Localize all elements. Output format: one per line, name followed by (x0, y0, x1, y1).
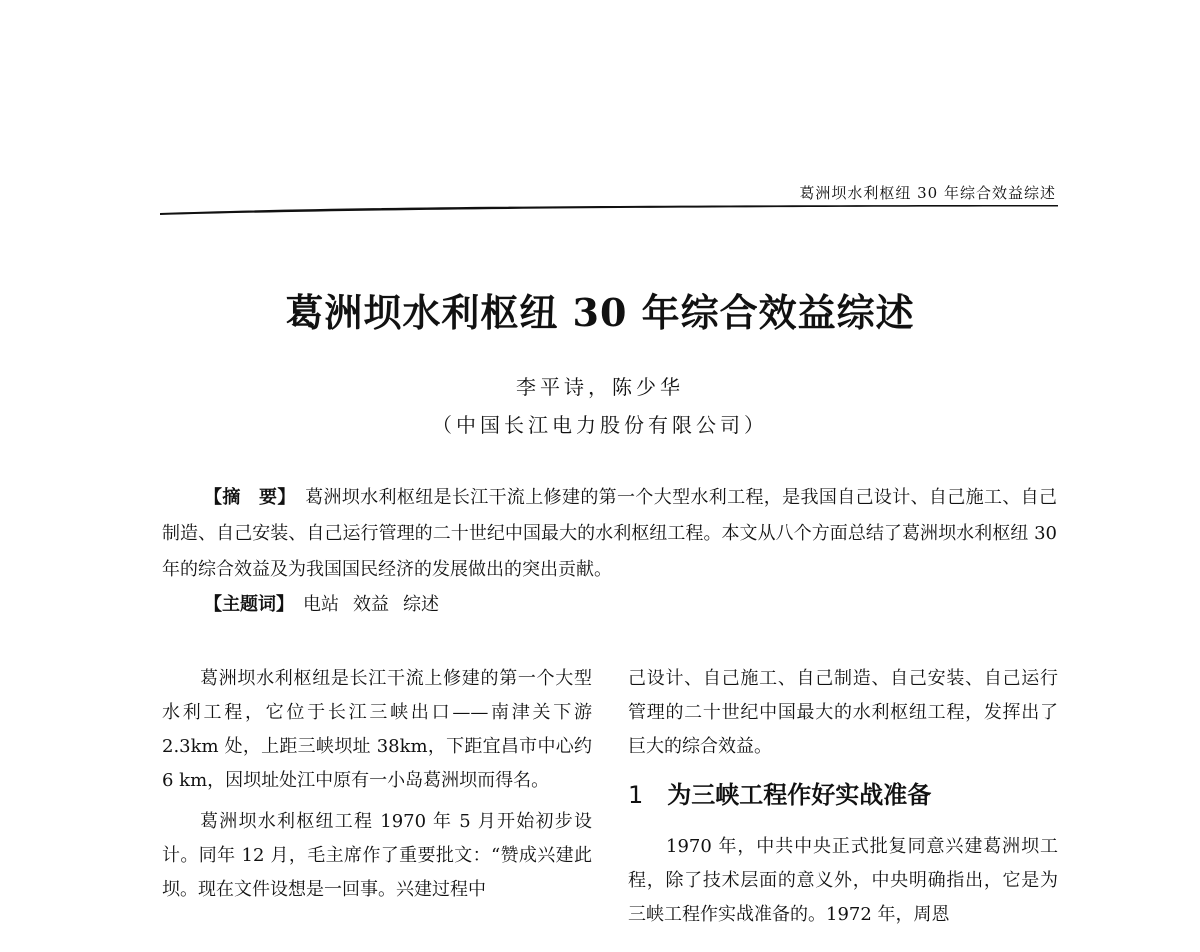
body-paragraph: 葛洲坝水利枢纽工程 1970 年 5 月开始初步设计。同年 12 月，毛主席作了重要批文：“赞成兴建此坝。现在文件设想是一回事。兴建过程中 (162, 811, 592, 900)
running-header: 葛洲坝水利枢纽 30 年综合效益综述 (799, 184, 1056, 202)
keywords (204, 590, 453, 616)
abstract-text: 葛洲坝水利枢纽是长江干流上修建的第一个大型水利工程，是我国自己设计、自己施工、自己制造、自己安装、自己运行管理的二十世纪中国最大的水利枢纽工程。本文从八个方面总结了葛洲坝水利枢纽 30 年的综合效益及为我国国民经济的发展做出的突出贡献。 (162, 487, 1058, 580)
section-number: 1 (628, 781, 644, 809)
authors: 李平诗，陈少华 (516, 375, 684, 399)
abstract-label: 【摘 要】 (204, 487, 287, 508)
section-heading (628, 778, 1058, 812)
keyword: 效益 (353, 594, 389, 615)
affiliation: （中国长江电力股份有限公司） (432, 413, 768, 437)
keyword: 电站 (303, 594, 339, 615)
left-column (162, 662, 592, 907)
body-paragraph: 葛洲坝水利枢纽是长江干流上修建的第一个大型水利工程，它位于长江三峡出口——南津关下游 2.3km 处，上距三峡坝址 38km，下距宜昌市中心约 6 km，因坝址处江中原有一小岛葛洲坝而得名。 (162, 668, 592, 791)
right-column (628, 662, 1058, 932)
article-title: 葛洲坝水利枢纽 30 年综合效益综述 (285, 290, 915, 335)
abstract (162, 480, 1057, 588)
section-title: 为三峡工程作好实战准备 (667, 781, 932, 809)
body-paragraph: 己设计、自己施工、自己制造、自己安装、自己运行管理的二十世纪中国最大的水利枢纽工程，发挥出了巨大的综合效益。 (628, 668, 1058, 757)
keywords-label: 【主题词】 (204, 594, 285, 615)
body-paragraph: 1970 年，中共中央正式批复同意兴建葛洲坝工程，除了技术层面的意义外，中央明确指出，它是为三峡工程作实战准备的。1972 年，周恩 (628, 836, 1058, 925)
keyword: 综述 (403, 594, 439, 615)
